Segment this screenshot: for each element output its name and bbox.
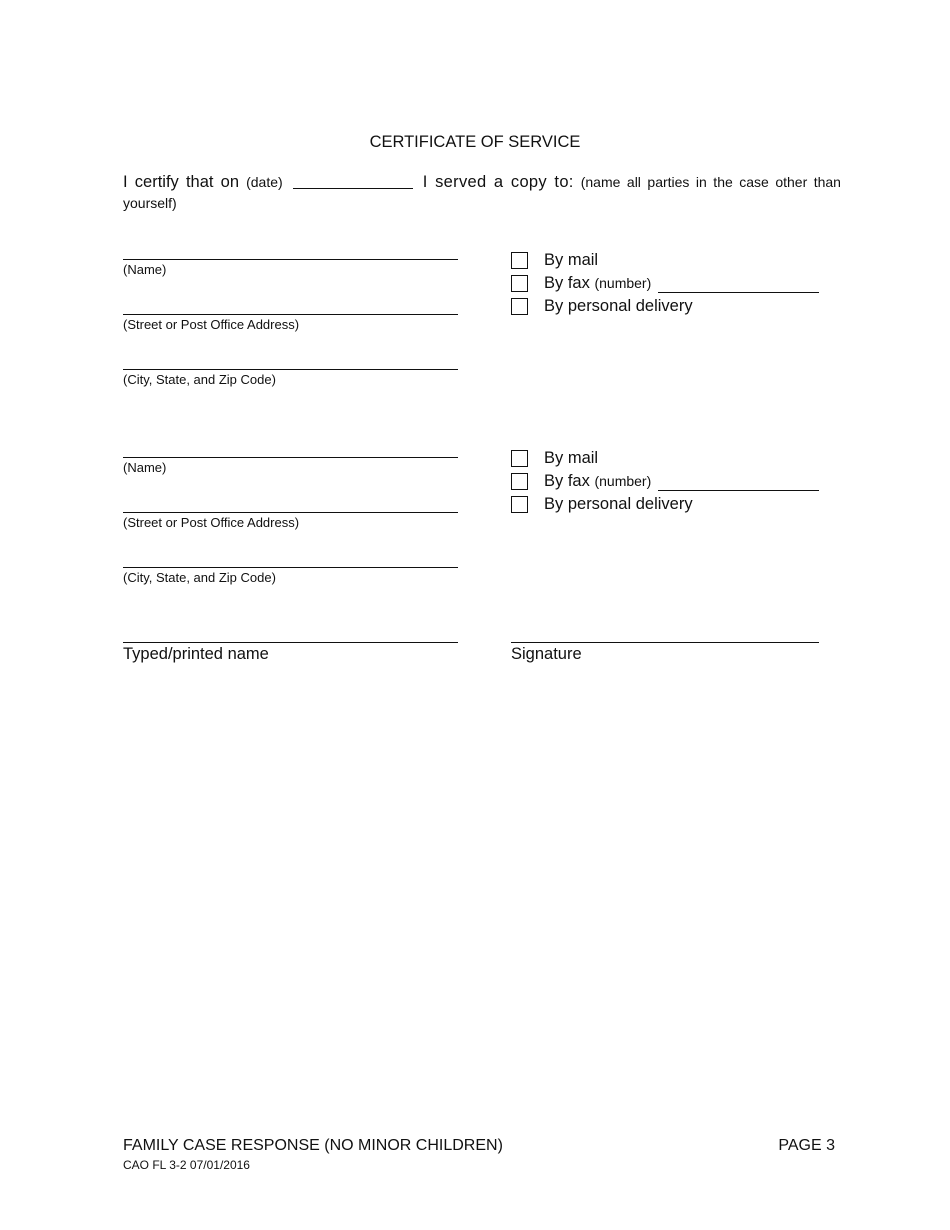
- typed-name-field[interactable]: [123, 642, 458, 643]
- certify-lead: I certify that on: [123, 173, 240, 191]
- fax-number-hint: (number): [594, 473, 652, 489]
- by-personal-delivery-checkbox[interactable]: [511, 496, 528, 513]
- by-personal-delivery-label: By personal delivery: [544, 297, 693, 315]
- page-title: CERTIFICATE OF SERVICE: [369, 133, 581, 151]
- signature-field[interactable]: [511, 642, 819, 643]
- city-field[interactable]: [123, 369, 458, 370]
- city-label: (City, State, and Zip Code): [123, 372, 276, 387]
- street-label: (Street or Post Office Address): [123, 317, 300, 332]
- street-label: (Street or Post Office Address): [123, 515, 300, 530]
- fax-number-hint: (number): [594, 275, 652, 291]
- by-fax-checkbox[interactable]: [511, 275, 528, 292]
- by-fax-text: By fax: [544, 274, 590, 292]
- by-fax-label: [544, 274, 651, 293]
- by-personal-delivery-label: By personal delivery: [544, 495, 693, 513]
- parties-hint: (name all parties in the case other than yourself): [123, 174, 841, 211]
- certify-statement: [123, 172, 841, 214]
- city-field[interactable]: [123, 567, 458, 568]
- name-label: (Name): [123, 262, 167, 277]
- by-mail-checkbox[interactable]: [511, 450, 528, 467]
- street-field[interactable]: [123, 314, 458, 315]
- by-fax-text: By fax: [544, 472, 590, 490]
- fax-number-field[interactable]: [658, 490, 819, 491]
- name-field[interactable]: [123, 259, 458, 260]
- city-label: (City, State, and Zip Code): [123, 570, 276, 585]
- date-hint: (date): [246, 174, 283, 190]
- signature-label: Signature: [511, 645, 582, 663]
- by-mail-label: By mail: [544, 449, 599, 467]
- by-mail-label: By mail: [544, 251, 599, 269]
- footer-form-code: CAO FL 3-2 07/01/2016: [123, 1158, 250, 1172]
- by-fax-label: [544, 472, 651, 491]
- street-field[interactable]: [123, 512, 458, 513]
- by-personal-delivery-checkbox[interactable]: [511, 298, 528, 315]
- served-text: I served a copy to:: [422, 173, 574, 191]
- by-fax-checkbox[interactable]: [511, 473, 528, 490]
- footer-form-title: FAMILY CASE RESPONSE (NO MINOR CHILDREN): [123, 1137, 503, 1154]
- date-field[interactable]: [293, 174, 413, 189]
- fax-number-field[interactable]: [658, 292, 819, 293]
- footer-page-number: PAGE 3: [778, 1137, 835, 1154]
- name-label: (Name): [123, 460, 167, 475]
- by-mail-checkbox[interactable]: [511, 252, 528, 269]
- typed-name-label: Typed/printed name: [123, 645, 269, 663]
- name-field[interactable]: [123, 457, 458, 458]
